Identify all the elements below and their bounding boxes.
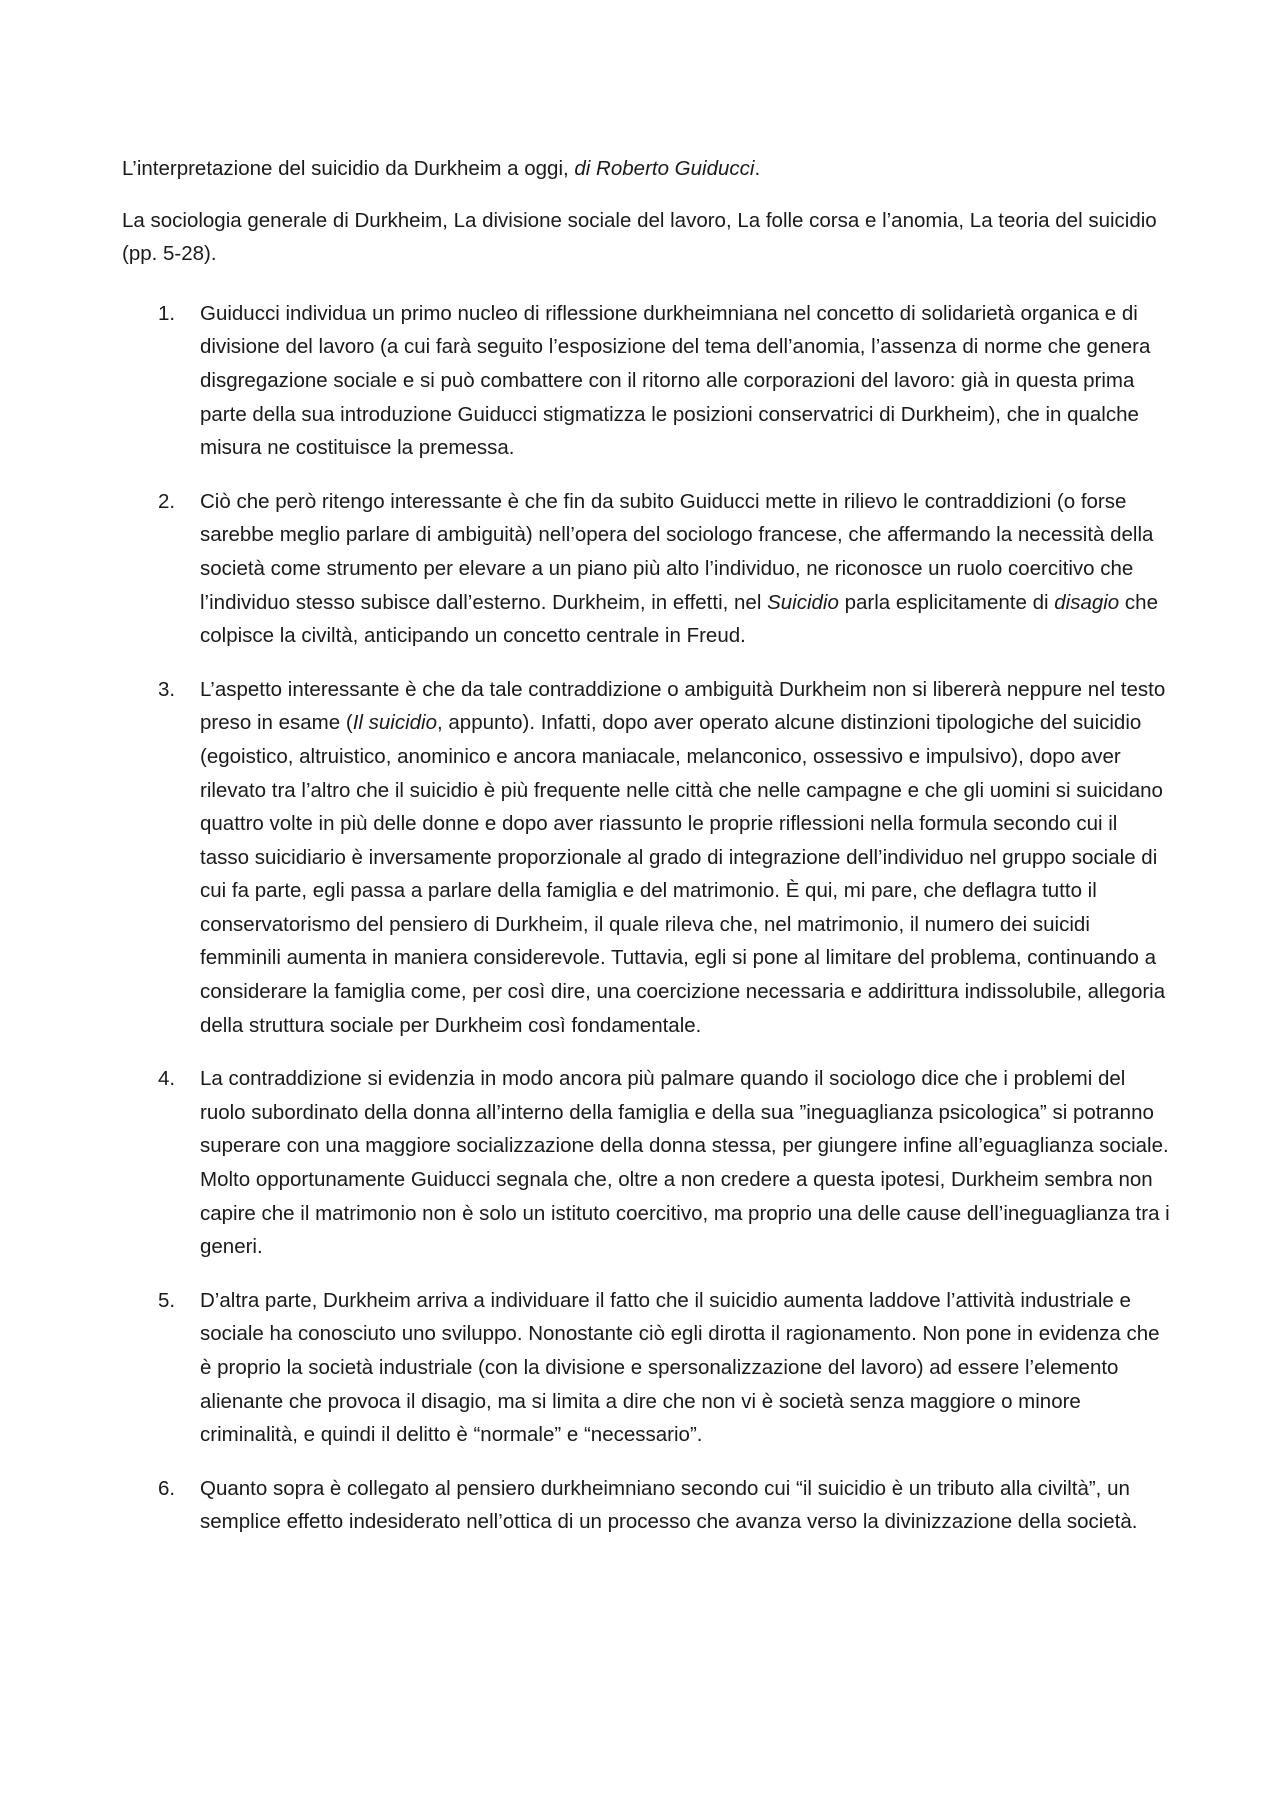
list-number: 2. bbox=[158, 489, 176, 513]
numbered-list bbox=[122, 297, 1172, 1539]
text-segment: parla esplicitamente di bbox=[838, 590, 1055, 614]
list-text bbox=[200, 678, 1165, 1037]
italic-segment: Suicidio bbox=[767, 590, 839, 614]
italic-segment: disagio bbox=[1054, 590, 1120, 614]
list-text: La contraddizione si evidenzia in modo ancora più palmare quando il sociologo dice che i problemi del ruolo subordinato della donna all’interno della famiglia e della sua ”ineguaglianza psicologica” si potranno superare con una maggiore socializzazione della donna stessa, per giungere infine all’eguaglianza sociale. Molto opportunamente Guiducci segnala che, oltre a non credere a questa ipotesi, Durkheim sembra non capire che il matrimonio non è solo un istituto coercitivo, ma proprio una delle cause dell’ineguaglianza tra i generi. bbox=[200, 1067, 1170, 1259]
title-end: . bbox=[754, 157, 761, 180]
title-author: di Roberto Guiducci bbox=[574, 157, 755, 180]
text-segment: Ciò che però ritengo interessante è che fin da subito Guiducci mette in rilievo le contraddizioni (o forse sarebbe meglio parlare di ambiguità) nell’opera del sociologo francese, che affermando la necessità della società come strumento per elevare a un piano più alto l’individuo, ne riconosce un ruolo coercitivo che l’individuo stesso subisce dall’esterno. Durkheim, in effetti, nel bbox=[200, 489, 1154, 614]
list-text bbox=[200, 490, 1158, 647]
text-segment: che colpisce la civiltà, anticipando un concetto centrale in Freud. bbox=[200, 590, 1158, 648]
list-item-3 bbox=[122, 673, 1172, 1043]
list-number: 6. bbox=[158, 1476, 176, 1500]
list-item-1 bbox=[122, 297, 1172, 465]
list-text: D’altra parte, Durkheim arriva a individuare il fatto che il suicidio aumenta laddove l’attività industriale e sociale ha conosciuto uno sviluppo. Nonostante ciò egli dirotta il ragionamento. Non pone in evidenza che è proprio la società industriale (con la divisione e spersonalizzazione del lavoro) ad essere l’elemento alienante che provoca il disagio, ma si limita a dire che non vi è società senza maggiore o minore criminalità, e quindi il delitto è “normale” e “necessario”. bbox=[200, 1288, 1160, 1447]
document-subtitle: La sociologia generale di Durkheim, La divisione sociale del lavoro, La folle corsa e l’anomia, La teoria del suicidio (pp. 5-28). bbox=[122, 208, 1157, 266]
document-body bbox=[122, 152, 1172, 1559]
list-text: Quanto sopra è collegato al pensiero durkheimniano secondo cui “il suicidio è un tributo alla civiltà”, un semplice effetto indesiderato nell’ottica di un processo che avanza verso la divinizzazione della società. bbox=[200, 1476, 1138, 1534]
list-item-6 bbox=[122, 1472, 1172, 1539]
list-number: 1. bbox=[158, 301, 176, 325]
document-title bbox=[122, 152, 1172, 186]
list-text: Guiducci individua un primo nucleo di riflessione durkheimniana nel concetto di solidarietà organica e di divisione del lavoro (a cui farà seguito l’esposizione del tema dell’anomia, l’assenza di norme che genera disgregazione sociale e si può combattere con il ritorno alle corporazioni del lavoro: già in questa prima parte della sua introduzione Guiducci stigmatizza le posizioni conservatrici di Durkheim), che in qualche misura ne costituisce la premessa. bbox=[200, 301, 1151, 460]
list-item-5 bbox=[122, 1284, 1172, 1452]
title-main: L’interpretazione del suicidio da Durkheim a oggi, bbox=[122, 157, 575, 180]
text-segment: , appunto). Infatti, dopo aver operato alcune distinzioni tipologiche del suicidio (egoistico, altruistico, anominico e ancora maniacale, melanconico, ossessivo e impulsivo), dopo aver rilevato tra l’altro che il suicidio è più frequente nelle città che nelle campagne e che gli uomini si suicidano quattro volte in più delle donne e dopo aver riassunto le proprie riflessioni nella formula secondo cui il tasso suicidiario è inversamente proporzionale al grado di integrazione dell’individuo nel gruppo sociale di cui fa parte, egli passa a parlare della famiglia e del matrimonio. È qui, mi pare, che deflagra tutto il conservatorismo del pensiero di Durkheim, il quale rileva che, nel matrimonio, il numero dei suicidi femminili aumenta in maniera considerevole. Tuttavia, egli si pone al limitare del problema, continuando a considerare la famiglia come, per così dire, una coercizione necessaria e addirittura indissolubile, allegoria della struttura sociale per Durkheim così fondamentale. bbox=[200, 711, 1166, 1037]
list-item-4 bbox=[122, 1062, 1172, 1264]
list-item-2 bbox=[122, 485, 1172, 653]
text-segment: L’aspetto interessante è che da tale contraddizione o ambiguità Durkheim non si libererà neppure nel testo preso in esame ( bbox=[200, 677, 1166, 735]
italic-segment: Il suicidio bbox=[352, 711, 437, 735]
list-number: 3. bbox=[158, 677, 176, 701]
list-number: 4. bbox=[158, 1067, 176, 1091]
list-number: 5. bbox=[158, 1288, 176, 1312]
